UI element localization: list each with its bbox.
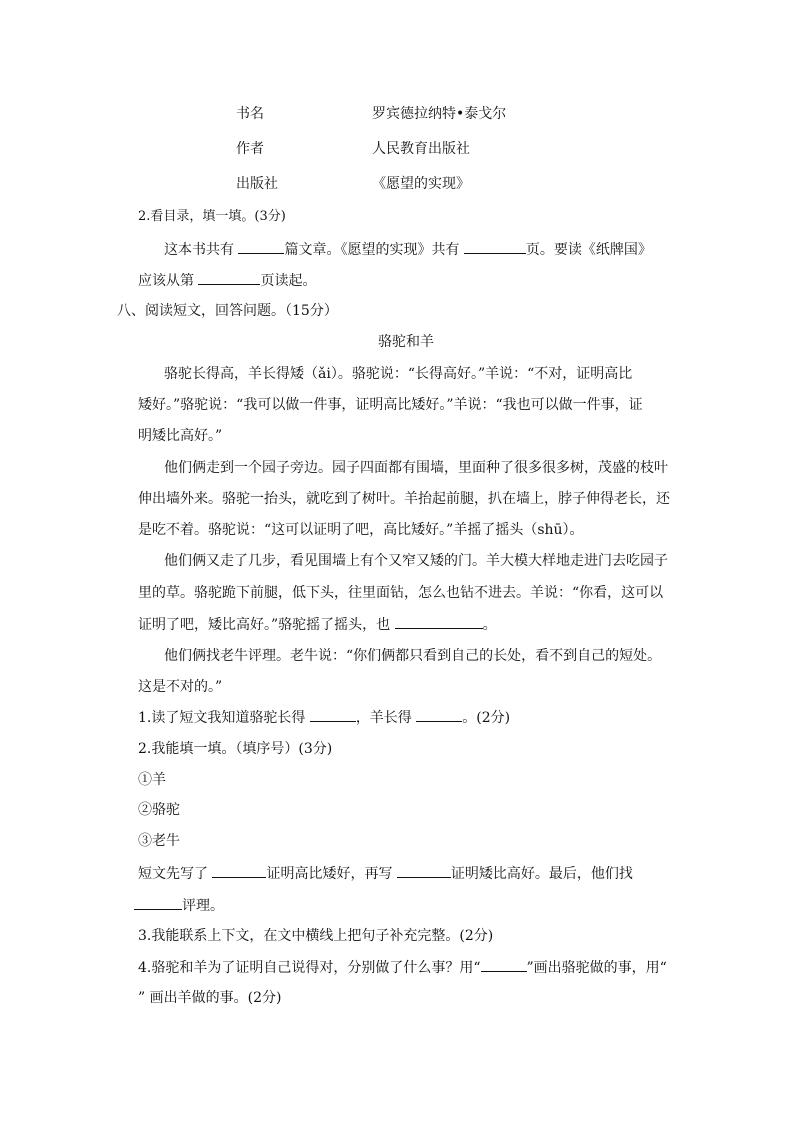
fill-blank[interactable] (238, 239, 284, 254)
fill-blank[interactable] (310, 707, 356, 722)
paragraph-1-line: 矮好。”骆驼说：“我可以做一件事，证明高比矮好。”羊说：“我也可以做一件事，证 (138, 397, 643, 413)
paragraph-3-line: 里的草。骆驼跪下前腿，低下头，往里面钻，怎么也钻不进去。羊说：“你看，这可以 (138, 585, 664, 601)
option-2: ②骆驼 (138, 802, 180, 818)
paragraph-2-line: 他们俩走到一个园子旁边。园子四面都有围墙，里面种了很多很多树，茂盛的枝叶 (164, 460, 668, 476)
question-3: 3.我能联系上下文，在文中横线上把句子补充完整。(2分) (138, 928, 494, 944)
table-row-3-right: 《愿望的实现》 (372, 176, 470, 192)
paragraph-2-line: 伸出墙外来。骆驼一抬头，就吃到了树叶。羊抬起前腿，扒在墙上，脖子伸得老长，还 (138, 491, 670, 507)
paragraph-1-line: 骆驼长得高，羊长得矮（ǎi）。骆驼说：“长得高好。”羊说：“不对，证明高比 (164, 366, 633, 382)
paragraph-2-line: 是吃不着。骆驼说：“这可以证明了吧，高比矮好。”羊摇了摇头（shū）。 (138, 522, 584, 538)
option-3: ③老牛 (138, 833, 180, 849)
question-4: 4.骆驼和羊为了证明自己说得对，分别做了什么事？用“ ”画出骆驼做的事，用“ (138, 957, 667, 978)
question-1: 1.读了短文我知道骆驼长得 ，羊长得 。(2分) (138, 707, 510, 728)
story-title: 骆驼和羊 (378, 334, 434, 350)
paragraph-4-line: 他们俩找老牛评理。老牛说：“你们俩都只看到自己的长处，看不到自己的短处。 (164, 648, 662, 664)
fill-blank[interactable] (416, 707, 462, 722)
fill-blank[interactable] (198, 270, 260, 285)
fill-blank[interactable] (212, 863, 266, 878)
option-1: ①羊 (138, 772, 166, 788)
paragraph-4-line: 这是不对的。” (138, 679, 223, 695)
fill-blank[interactable] (397, 863, 451, 878)
q2-catalog-line-2: 应该从第 页读起。 (138, 270, 316, 291)
q2-catalog-line-1: 这本书共有 篇文章。《愿望的实现》共有 页。要读《纸牌国》 (164, 239, 652, 260)
table-row-3-left: 出版社 (236, 176, 278, 192)
paragraph-3-line: 他们俩又走了几步，看见围墙上有个又窄又矮的门。羊大模大样地走进门去吃园子 (164, 553, 668, 569)
question-4-line-2: ” 画出羊做的事。(2分) (138, 990, 282, 1006)
table-row-1-right: 罗宾德拉纳特•泰戈尔 (372, 106, 507, 122)
paragraph-3-line: 证明了吧，矮比高好。”骆驼摇了摇头，也 。 (138, 614, 497, 635)
table-row-1-left: 书名 (236, 106, 264, 122)
question-2-title: 2.我能填一填。（填序号）(3分) (138, 741, 333, 757)
table-row-2-right: 人民教育出版社 (372, 141, 470, 157)
q2-catalog-title: 2.看目录，填一填。(3分) (138, 209, 286, 224)
question-2-line-2: 评理。 (134, 895, 224, 916)
question-2-line: 短文先写了 证明高比矮好，再写 证明矮比高好。最后，他们找 (138, 863, 633, 884)
underline-sample (481, 957, 527, 972)
section-heading: 八、阅读短文，回答问题。（15分） (117, 303, 338, 319)
paragraph-1-line: 明矮比高好。” (138, 428, 223, 444)
fill-blank[interactable] (395, 614, 483, 629)
fill-blank[interactable] (464, 239, 526, 254)
table-row-2-left: 作者 (236, 141, 264, 157)
fill-blank[interactable] (134, 895, 182, 910)
